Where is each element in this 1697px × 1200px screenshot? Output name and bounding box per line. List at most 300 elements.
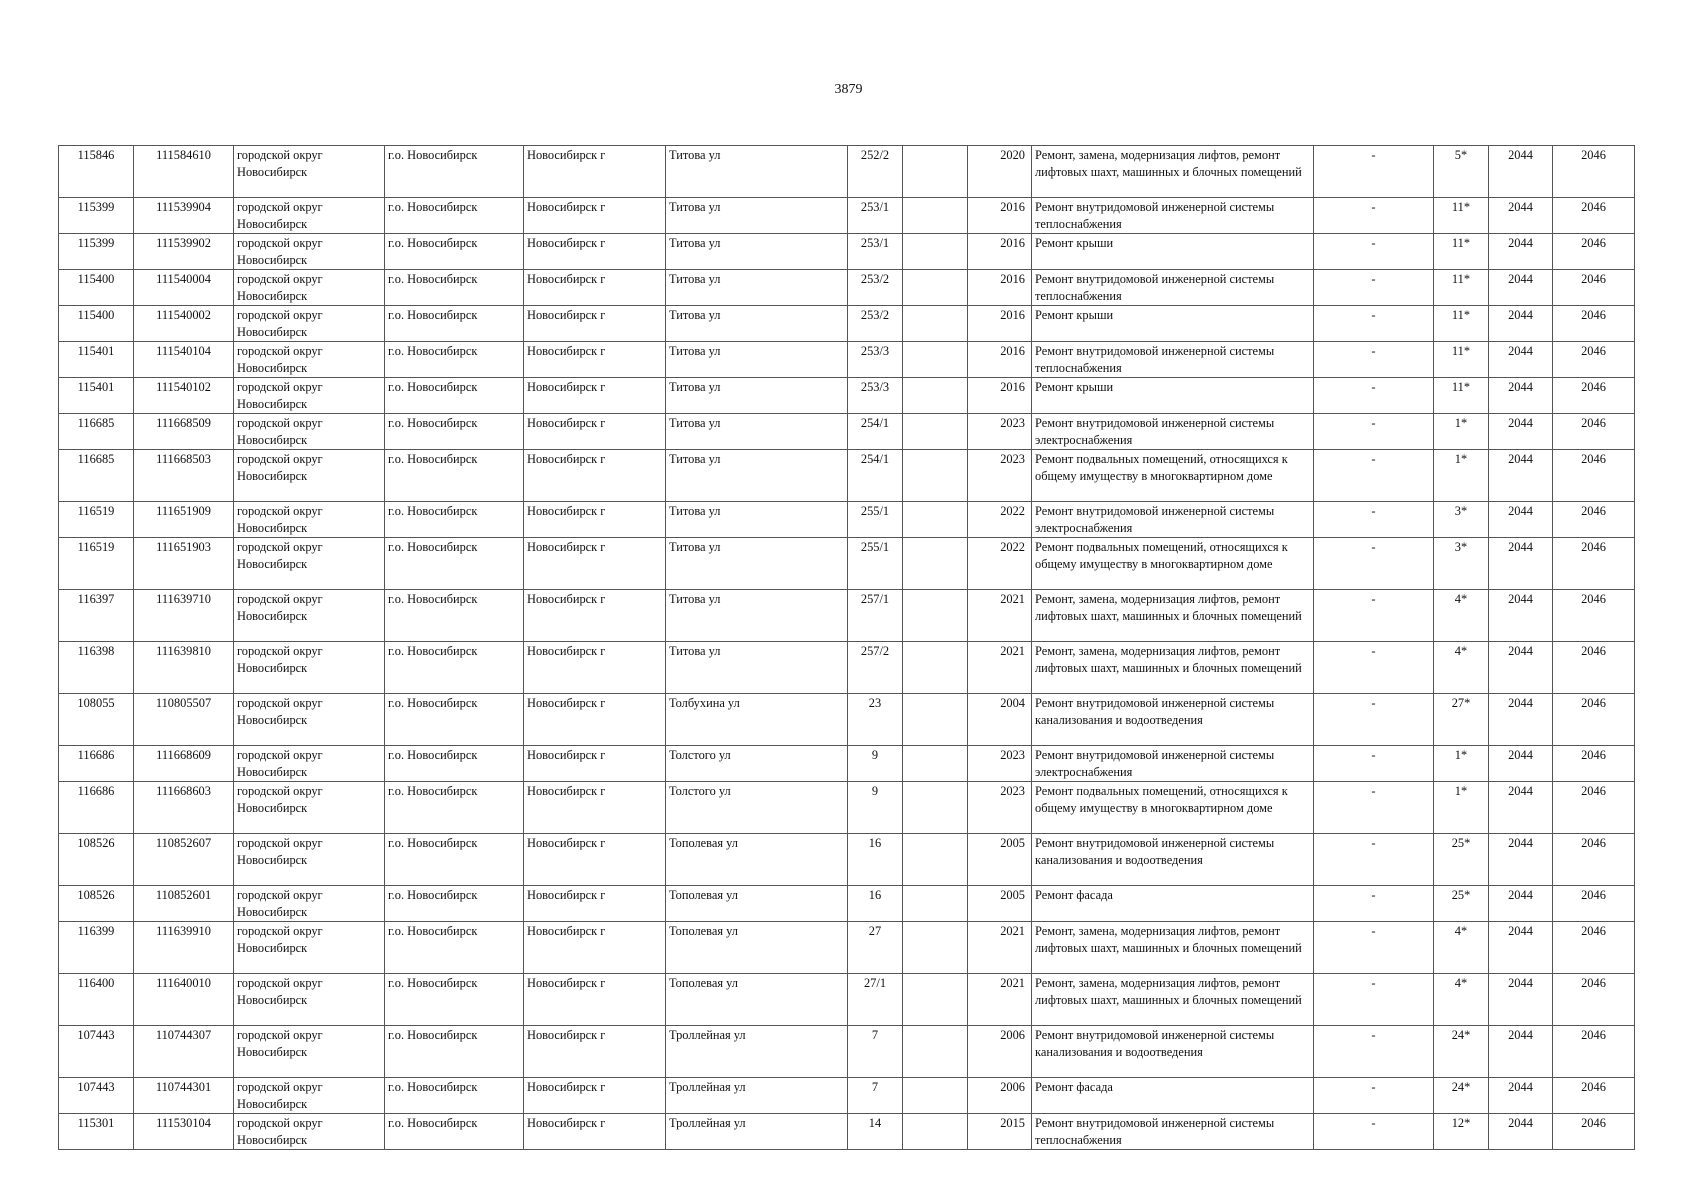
cell-street: Титова ул xyxy=(666,146,848,198)
cell-municipality: городской округ Новосибирск xyxy=(234,746,385,782)
cell-municipality: городской округ Новосибирск xyxy=(234,694,385,746)
cell-dash-cell: - xyxy=(1314,146,1434,198)
cell-district: г.о. Новосибирск xyxy=(385,834,524,886)
cell-house-id: 115301 xyxy=(59,1114,134,1150)
cell-building xyxy=(903,922,968,974)
cell-end-year: 2046 xyxy=(1553,306,1635,342)
table-body xyxy=(59,146,1635,1150)
cell-work-type: Ремонт подвальных помещений, относящихся к общему имуществу в многоквартирном доме xyxy=(1032,538,1314,590)
cell-building xyxy=(903,782,968,834)
cell-municipality: городской округ Новосибирск xyxy=(234,270,385,306)
cell-age-cell: 1* xyxy=(1434,782,1489,834)
cell-district: г.о. Новосибирск xyxy=(385,450,524,502)
table-row xyxy=(59,378,1635,414)
table-row xyxy=(59,1114,1635,1150)
cell-municipality: городской округ Новосибирск xyxy=(234,886,385,922)
cell-locality: Новосибирск г xyxy=(524,834,666,886)
cell-dash-cell: - xyxy=(1314,782,1434,834)
cell-age-cell: 11* xyxy=(1434,378,1489,414)
cell-commission-year: 2006 xyxy=(968,1026,1032,1078)
cell-end-year: 2046 xyxy=(1553,270,1635,306)
cell-work-id: 111639710 xyxy=(134,590,234,642)
cell-house-number: 255/1 xyxy=(848,502,903,538)
cell-house-number: 257/1 xyxy=(848,590,903,642)
cell-municipality: городской округ Новосибирск xyxy=(234,234,385,270)
cell-end-year: 2046 xyxy=(1553,450,1635,502)
cell-house-id: 116686 xyxy=(59,782,134,834)
cell-start-year: 2044 xyxy=(1489,694,1553,746)
cell-dash-cell: - xyxy=(1314,590,1434,642)
cell-municipality: городской округ Новосибирск xyxy=(234,538,385,590)
cell-start-year: 2044 xyxy=(1489,198,1553,234)
table-row xyxy=(59,342,1635,378)
cell-start-year: 2044 xyxy=(1489,974,1553,1026)
cell-work-type: Ремонт внутридомовой инженерной системы теплоснабжения xyxy=(1032,270,1314,306)
cell-work-type: Ремонт подвальных помещений, относящихся к общему имуществу в многоквартирном доме xyxy=(1032,450,1314,502)
cell-building xyxy=(903,450,968,502)
cell-house-id: 116519 xyxy=(59,538,134,590)
cell-locality: Новосибирск г xyxy=(524,234,666,270)
cell-work-id: 110852607 xyxy=(134,834,234,886)
cell-work-id: 111668509 xyxy=(134,414,234,450)
cell-house-id: 116398 xyxy=(59,642,134,694)
cell-start-year: 2044 xyxy=(1489,922,1553,974)
cell-commission-year: 2016 xyxy=(968,198,1032,234)
cell-street: Титова ул xyxy=(666,198,848,234)
cell-work-id: 111639810 xyxy=(134,642,234,694)
table-row xyxy=(59,450,1635,502)
cell-locality: Новосибирск г xyxy=(524,590,666,642)
cell-commission-year: 2021 xyxy=(968,974,1032,1026)
cell-house-id: 116685 xyxy=(59,414,134,450)
cell-house-number: 9 xyxy=(848,746,903,782)
cell-work-id: 110744301 xyxy=(134,1078,234,1114)
cell-work-type: Ремонт подвальных помещений, относящихся к общему имуществу в многоквартирном доме xyxy=(1032,782,1314,834)
cell-house-number: 7 xyxy=(848,1026,903,1078)
cell-work-id: 111651903 xyxy=(134,538,234,590)
cell-district: г.о. Новосибирск xyxy=(385,306,524,342)
cell-district: г.о. Новосибирск xyxy=(385,1026,524,1078)
cell-house-id: 115400 xyxy=(59,270,134,306)
cell-dash-cell: - xyxy=(1314,922,1434,974)
cell-work-type: Ремонт, замена, модернизация лифтов, ремонт лифтовых шахт, машинных и блочных помещений xyxy=(1032,642,1314,694)
cell-district: г.о. Новосибирск xyxy=(385,746,524,782)
cell-work-id: 111540004 xyxy=(134,270,234,306)
table-row xyxy=(59,270,1635,306)
cell-building xyxy=(903,694,968,746)
cell-end-year: 2046 xyxy=(1553,694,1635,746)
cell-house-id: 107443 xyxy=(59,1078,134,1114)
cell-end-year: 2046 xyxy=(1553,414,1635,450)
cell-house-id: 116397 xyxy=(59,590,134,642)
cell-work-type: Ремонт внутридомовой инженерной системы теплоснабжения xyxy=(1032,1114,1314,1150)
cell-municipality: городской округ Новосибирск xyxy=(234,974,385,1026)
cell-start-year: 2044 xyxy=(1489,1078,1553,1114)
cell-municipality: городской округ Новосибирск xyxy=(234,590,385,642)
cell-street: Титова ул xyxy=(666,502,848,538)
cell-house-id: 108055 xyxy=(59,694,134,746)
cell-house-number: 254/1 xyxy=(848,450,903,502)
cell-dash-cell: - xyxy=(1314,306,1434,342)
cell-end-year: 2046 xyxy=(1553,922,1635,974)
cell-end-year: 2046 xyxy=(1553,146,1635,198)
cell-work-id: 111668603 xyxy=(134,782,234,834)
cell-work-type: Ремонт внутридомовой инженерной системы теплоснабжения xyxy=(1032,198,1314,234)
cell-street: Титова ул xyxy=(666,306,848,342)
cell-district: г.о. Новосибирск xyxy=(385,342,524,378)
cell-municipality: городской округ Новосибирск xyxy=(234,450,385,502)
cell-building xyxy=(903,198,968,234)
cell-work-id: 111530104 xyxy=(134,1114,234,1150)
cell-commission-year: 2023 xyxy=(968,782,1032,834)
table-row xyxy=(59,234,1635,270)
cell-building xyxy=(903,886,968,922)
cell-commission-year: 2016 xyxy=(968,342,1032,378)
cell-street: Тополевая ул xyxy=(666,974,848,1026)
cell-dash-cell: - xyxy=(1314,1078,1434,1114)
cell-age-cell: 5* xyxy=(1434,146,1489,198)
document-table-wrap xyxy=(58,145,1635,1150)
cell-start-year: 2044 xyxy=(1489,1114,1553,1150)
cell-building xyxy=(903,502,968,538)
cell-end-year: 2046 xyxy=(1553,1114,1635,1150)
cell-end-year: 2046 xyxy=(1553,342,1635,378)
cell-locality: Новосибирск г xyxy=(524,502,666,538)
cell-dash-cell: - xyxy=(1314,886,1434,922)
cell-age-cell: 3* xyxy=(1434,502,1489,538)
cell-age-cell: 12* xyxy=(1434,1114,1489,1150)
cell-locality: Новосибирск г xyxy=(524,1114,666,1150)
cell-street: Тополевая ул xyxy=(666,922,848,974)
cell-age-cell: 4* xyxy=(1434,922,1489,974)
page-number: 3879 xyxy=(834,82,863,97)
table-row xyxy=(59,834,1635,886)
cell-work-id: 110805507 xyxy=(134,694,234,746)
cell-work-id: 111584610 xyxy=(134,146,234,198)
cell-house-id: 115846 xyxy=(59,146,134,198)
cell-house-id: 115401 xyxy=(59,342,134,378)
table-row xyxy=(59,886,1635,922)
cell-dash-cell: - xyxy=(1314,746,1434,782)
cell-age-cell: 4* xyxy=(1434,590,1489,642)
cell-commission-year: 2021 xyxy=(968,922,1032,974)
cell-district: г.о. Новосибирск xyxy=(385,198,524,234)
cell-house-number: 16 xyxy=(848,886,903,922)
cell-building xyxy=(903,590,968,642)
cell-building xyxy=(903,234,968,270)
cell-commission-year: 2022 xyxy=(968,502,1032,538)
cell-age-cell: 11* xyxy=(1434,270,1489,306)
cell-district: г.о. Новосибирск xyxy=(385,974,524,1026)
cell-locality: Новосибирск г xyxy=(524,642,666,694)
cell-commission-year: 2022 xyxy=(968,538,1032,590)
cell-dash-cell: - xyxy=(1314,1114,1434,1150)
cell-house-id: 108526 xyxy=(59,834,134,886)
cell-district: г.о. Новосибирск xyxy=(385,922,524,974)
table-row xyxy=(59,782,1635,834)
cell-work-id: 111539902 xyxy=(134,234,234,270)
cell-house-id: 107443 xyxy=(59,1026,134,1078)
cell-house-id: 116400 xyxy=(59,974,134,1026)
cell-street: Толбухина ул xyxy=(666,694,848,746)
cell-start-year: 2044 xyxy=(1489,1026,1553,1078)
cell-house-id: 115399 xyxy=(59,234,134,270)
cell-house-id: 108526 xyxy=(59,886,134,922)
cell-district: г.о. Новосибирск xyxy=(385,270,524,306)
cell-house-number: 253/2 xyxy=(848,270,903,306)
cell-age-cell: 4* xyxy=(1434,642,1489,694)
table-row xyxy=(59,590,1635,642)
cell-municipality: городской округ Новосибирск xyxy=(234,342,385,378)
cell-municipality: городской округ Новосибирск xyxy=(234,306,385,342)
cell-work-id: 111540002 xyxy=(134,306,234,342)
cell-start-year: 2044 xyxy=(1489,414,1553,450)
cell-municipality: городской округ Новосибирск xyxy=(234,922,385,974)
cell-street: Титова ул xyxy=(666,270,848,306)
cell-start-year: 2044 xyxy=(1489,502,1553,538)
cell-work-id: 111540102 xyxy=(134,378,234,414)
cell-house-number: 27 xyxy=(848,922,903,974)
cell-age-cell: 1* xyxy=(1434,450,1489,502)
table-row xyxy=(59,922,1635,974)
cell-work-id: 111668609 xyxy=(134,746,234,782)
cell-work-type: Ремонт крыши xyxy=(1032,234,1314,270)
cell-street: Титова ул xyxy=(666,538,848,590)
cell-street: Титова ул xyxy=(666,234,848,270)
cell-age-cell: 27* xyxy=(1434,694,1489,746)
cell-building xyxy=(903,306,968,342)
table-row xyxy=(59,974,1635,1026)
cell-house-number: 27/1 xyxy=(848,974,903,1026)
cell-street: Троллейная ул xyxy=(666,1114,848,1150)
cell-work-type: Ремонт внутридомовой инженерной системы канализования и водоотведения xyxy=(1032,1026,1314,1078)
cell-end-year: 2046 xyxy=(1553,234,1635,270)
cell-street: Тополевая ул xyxy=(666,834,848,886)
cell-age-cell: 25* xyxy=(1434,886,1489,922)
cell-age-cell: 11* xyxy=(1434,342,1489,378)
cell-street: Троллейная ул xyxy=(666,1026,848,1078)
cell-house-id: 115399 xyxy=(59,198,134,234)
cell-district: г.о. Новосибирск xyxy=(385,886,524,922)
cell-end-year: 2046 xyxy=(1553,502,1635,538)
cell-end-year: 2046 xyxy=(1553,782,1635,834)
cell-dash-cell: - xyxy=(1314,198,1434,234)
cell-start-year: 2044 xyxy=(1489,234,1553,270)
cell-dash-cell: - xyxy=(1314,270,1434,306)
cell-work-id: 110744307 xyxy=(134,1026,234,1078)
cell-start-year: 2044 xyxy=(1489,450,1553,502)
cell-building xyxy=(903,146,968,198)
cell-locality: Новосибирск г xyxy=(524,1078,666,1114)
cell-end-year: 2046 xyxy=(1553,378,1635,414)
cell-locality: Новосибирск г xyxy=(524,974,666,1026)
cell-start-year: 2044 xyxy=(1489,342,1553,378)
cell-work-type: Ремонт, замена, модернизация лифтов, ремонт лифтовых шахт, машинных и блочных помещений xyxy=(1032,922,1314,974)
cell-building xyxy=(903,974,968,1026)
cell-commission-year: 2015 xyxy=(968,1114,1032,1150)
cell-end-year: 2046 xyxy=(1553,974,1635,1026)
cell-end-year: 2046 xyxy=(1553,1078,1635,1114)
cell-work-type: Ремонт внутридомовой инженерной системы канализования и водоотведения xyxy=(1032,834,1314,886)
cell-commission-year: 2020 xyxy=(968,146,1032,198)
table-row xyxy=(59,746,1635,782)
cell-district: г.о. Новосибирск xyxy=(385,642,524,694)
cell-work-type: Ремонт крыши xyxy=(1032,378,1314,414)
cell-start-year: 2044 xyxy=(1489,378,1553,414)
cell-house-number: 255/1 xyxy=(848,538,903,590)
cell-municipality: городской округ Новосибирск xyxy=(234,502,385,538)
cell-locality: Новосибирск г xyxy=(524,378,666,414)
cell-house-id: 115400 xyxy=(59,306,134,342)
cell-age-cell: 11* xyxy=(1434,306,1489,342)
cell-commission-year: 2023 xyxy=(968,746,1032,782)
cell-house-id: 116399 xyxy=(59,922,134,974)
cell-end-year: 2046 xyxy=(1553,1026,1635,1078)
cell-building xyxy=(903,378,968,414)
cell-dash-cell: - xyxy=(1314,1026,1434,1078)
cell-street: Толстого ул xyxy=(666,782,848,834)
cell-work-type: Ремонт фасада xyxy=(1032,886,1314,922)
cell-dash-cell: - xyxy=(1314,974,1434,1026)
cell-age-cell: 3* xyxy=(1434,538,1489,590)
cell-commission-year: 2023 xyxy=(968,414,1032,450)
table-row xyxy=(59,198,1635,234)
cell-locality: Новосибирск г xyxy=(524,1026,666,1078)
cell-commission-year: 2016 xyxy=(968,306,1032,342)
cell-locality: Новосибирск г xyxy=(524,414,666,450)
cell-work-type: Ремонт внутридомовой инженерной системы канализования и водоотведения xyxy=(1032,694,1314,746)
cell-house-id: 116519 xyxy=(59,502,134,538)
table-row xyxy=(59,642,1635,694)
cell-commission-year: 2023 xyxy=(968,450,1032,502)
cell-house-number: 252/2 xyxy=(848,146,903,198)
cell-district: г.о. Новосибирск xyxy=(385,378,524,414)
cell-work-type: Ремонт, замена, модернизация лифтов, ремонт лифтовых шахт, машинных и блочных помещений xyxy=(1032,590,1314,642)
cell-house-number: 254/1 xyxy=(848,414,903,450)
table-row xyxy=(59,1078,1635,1114)
cell-locality: Новосибирск г xyxy=(524,306,666,342)
cell-start-year: 2044 xyxy=(1489,538,1553,590)
cell-street: Титова ул xyxy=(666,342,848,378)
cell-end-year: 2046 xyxy=(1553,746,1635,782)
cell-locality: Новосибирск г xyxy=(524,270,666,306)
cell-work-id: 111651909 xyxy=(134,502,234,538)
cell-start-year: 2044 xyxy=(1489,306,1553,342)
cell-work-type: Ремонт внутридомовой инженерной системы электроснабжения xyxy=(1032,502,1314,538)
cell-commission-year: 2016 xyxy=(968,234,1032,270)
cell-start-year: 2044 xyxy=(1489,834,1553,886)
cell-start-year: 2044 xyxy=(1489,886,1553,922)
cell-start-year: 2044 xyxy=(1489,746,1553,782)
cell-age-cell: 11* xyxy=(1434,198,1489,234)
cell-street: Троллейная ул xyxy=(666,1078,848,1114)
cell-building xyxy=(903,414,968,450)
cell-house-number: 16 xyxy=(848,834,903,886)
cell-start-year: 2044 xyxy=(1489,590,1553,642)
cell-start-year: 2044 xyxy=(1489,270,1553,306)
cell-work-type: Ремонт фасада xyxy=(1032,1078,1314,1114)
cell-commission-year: 2021 xyxy=(968,590,1032,642)
cell-house-id: 116685 xyxy=(59,450,134,502)
cell-locality: Новосибирск г xyxy=(524,782,666,834)
cell-house-number: 257/2 xyxy=(848,642,903,694)
cell-house-number: 23 xyxy=(848,694,903,746)
cell-work-type: Ремонт, замена, модернизация лифтов, ремонт лифтовых шахт, машинных и блочных помещений xyxy=(1032,974,1314,1026)
table-row xyxy=(59,414,1635,450)
cell-end-year: 2046 xyxy=(1553,886,1635,922)
cell-dash-cell: - xyxy=(1314,450,1434,502)
cell-work-type: Ремонт, замена, модернизация лифтов, ремонт лифтовых шахт, машинных и блочных помещений xyxy=(1032,146,1314,198)
cell-dash-cell: - xyxy=(1314,502,1434,538)
cell-end-year: 2046 xyxy=(1553,642,1635,694)
cell-building xyxy=(903,642,968,694)
table-row xyxy=(59,502,1635,538)
cell-age-cell: 1* xyxy=(1434,746,1489,782)
cell-dash-cell: - xyxy=(1314,694,1434,746)
cell-street: Титова ул xyxy=(666,414,848,450)
cell-house-number: 7 xyxy=(848,1078,903,1114)
cell-house-id: 116686 xyxy=(59,746,134,782)
cell-commission-year: 2004 xyxy=(968,694,1032,746)
cell-locality: Новосибирск г xyxy=(524,746,666,782)
cell-end-year: 2046 xyxy=(1553,198,1635,234)
cell-dash-cell: - xyxy=(1314,414,1434,450)
cell-building xyxy=(903,746,968,782)
cell-commission-year: 2005 xyxy=(968,886,1032,922)
cell-district: г.о. Новосибирск xyxy=(385,1078,524,1114)
table-row xyxy=(59,306,1635,342)
cell-district: г.о. Новосибирск xyxy=(385,1114,524,1150)
table-row xyxy=(59,694,1635,746)
cell-house-number: 253/1 xyxy=(848,234,903,270)
cell-locality: Новосибирск г xyxy=(524,450,666,502)
table-row xyxy=(59,146,1635,198)
cell-district: г.о. Новосибирск xyxy=(385,590,524,642)
cell-municipality: городской округ Новосибирск xyxy=(234,414,385,450)
cell-work-type: Ремонт внутридомовой инженерной системы электроснабжения xyxy=(1032,746,1314,782)
cell-street: Титова ул xyxy=(666,450,848,502)
cell-building xyxy=(903,1078,968,1114)
cell-commission-year: 2021 xyxy=(968,642,1032,694)
cell-street: Титова ул xyxy=(666,378,848,414)
cell-building xyxy=(903,1026,968,1078)
cell-municipality: городской округ Новосибирск xyxy=(234,1026,385,1078)
cell-end-year: 2046 xyxy=(1553,834,1635,886)
cell-age-cell: 11* xyxy=(1434,234,1489,270)
cell-dash-cell: - xyxy=(1314,834,1434,886)
cell-house-number: 253/3 xyxy=(848,342,903,378)
cell-dash-cell: - xyxy=(1314,538,1434,590)
cell-locality: Новосибирск г xyxy=(524,342,666,378)
table-row xyxy=(59,1026,1635,1078)
cell-start-year: 2044 xyxy=(1489,642,1553,694)
cell-building xyxy=(903,1114,968,1150)
cell-work-id: 111640010 xyxy=(134,974,234,1026)
cell-house-number: 14 xyxy=(848,1114,903,1150)
cell-dash-cell: - xyxy=(1314,378,1434,414)
cell-age-cell: 25* xyxy=(1434,834,1489,886)
cell-house-number: 253/3 xyxy=(848,378,903,414)
cell-end-year: 2046 xyxy=(1553,590,1635,642)
cell-district: г.о. Новосибирск xyxy=(385,414,524,450)
cell-work-type: Ремонт внутридомовой инженерной системы теплоснабжения xyxy=(1032,342,1314,378)
cell-house-number: 253/1 xyxy=(848,198,903,234)
cell-street: Тополевая ул xyxy=(666,886,848,922)
cell-municipality: городской округ Новосибирск xyxy=(234,1078,385,1114)
cell-building xyxy=(903,342,968,378)
cell-municipality: городской округ Новосибирск xyxy=(234,642,385,694)
cell-municipality: городской округ Новосибирск xyxy=(234,834,385,886)
